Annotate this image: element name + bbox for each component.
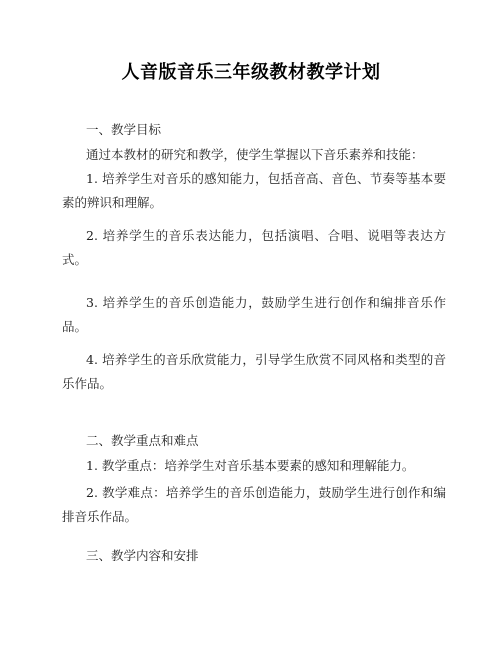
goal-item-2: 2. 培养学生的音乐表达能力，包括演唱、合唱、说唱等表达方式。 — [62, 228, 446, 267]
goal-item-1: 1. 培养学生对音乐的感知能力，包括音高、音色、节奏等基本要素的辨识和理解。 — [62, 171, 446, 210]
key-point-item-1: 1. 教学重点：培养学生对音乐基本要素的感知和理解能力。 — [86, 458, 415, 473]
section-heading-content-arrangement: 三、教学内容和安排 — [86, 548, 199, 563]
section-heading-key-points: 二、教学重点和难点 — [86, 433, 199, 448]
document-title: 人音版音乐三年级教材教学计划 — [121, 62, 381, 83]
section-heading-teaching-goals: 一、教学目标 — [86, 122, 162, 137]
key-point-item-2: 2. 教学难点：培养学生的音乐创造能力，鼓励学生进行创作和编排音乐作品。 — [62, 485, 446, 524]
goal-item-3: 3. 培养学生的音乐创造能力，鼓励学生进行创作和编排音乐作品。 — [62, 295, 446, 334]
goal-item-4: 4. 培养学生的音乐欣赏能力，引导学生欣赏不同风格和类型的音乐作品。 — [62, 352, 446, 391]
section1-intro-paragraph: 通过本教材的研究和教学，使学生掌握以下音乐素养和技能： — [86, 147, 424, 162]
